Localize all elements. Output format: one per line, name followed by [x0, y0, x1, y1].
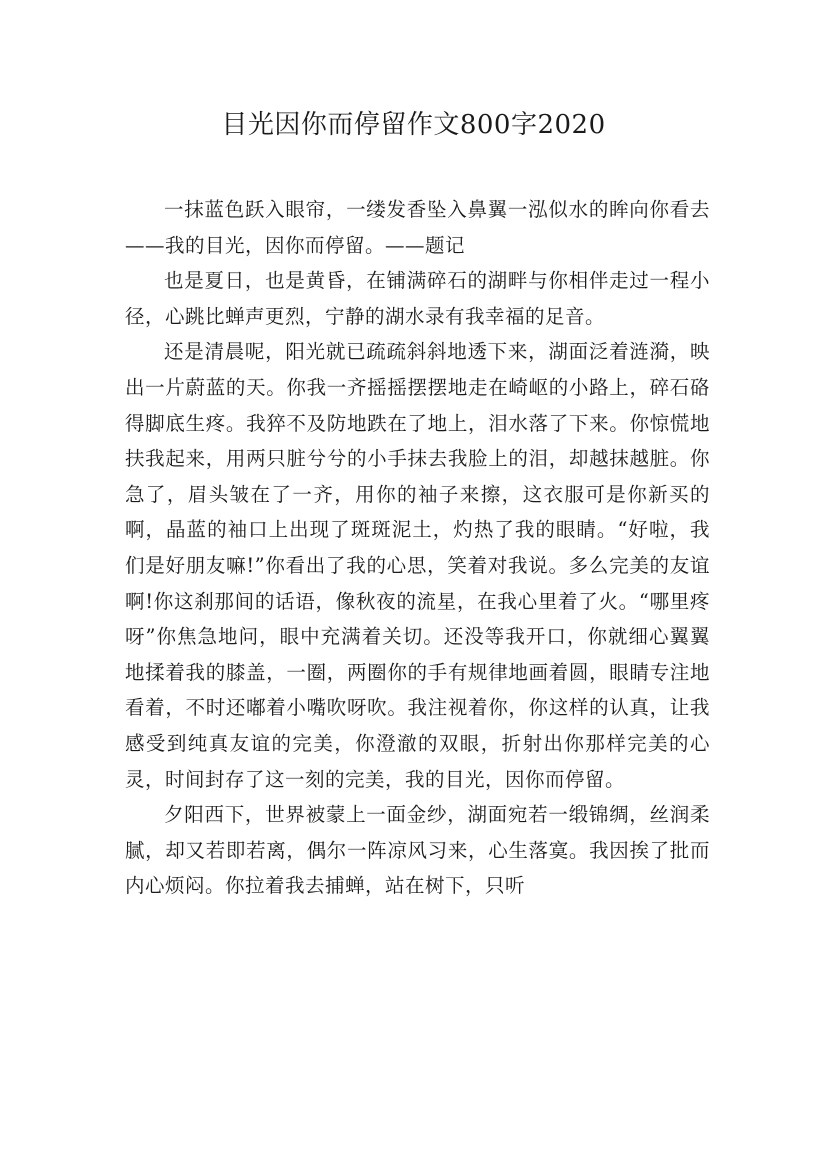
document-title: 目光因你而停留作文800字2020 [221, 110, 606, 140]
document-body [125, 192, 710, 904]
paragraph-sunset: 夕阳西下，世界被蒙上一面金纱，湖面宛若一缎锦绸，丝润柔腻，却又若即若离，偶尔一阵凉风习来，心生落寞。我因挨了批而内心烦闷。你拉着我去捕蝉，站在树下，只听 [125, 803, 710, 898]
paragraph-summer-dusk: 也是夏日，也是黄昏，在铺满碎石的湖畔与你相伴走过一程小径，心跳比蝉声更烈，宁静的湖水录有我幸福的足音。 [125, 269, 710, 328]
paragraph-morning-memory: 还是清晨呢，阳光就已疏疏斜斜地透下来，湖面泛着涟漪，映出一片蔚蓝的天。你我一齐摇摇摆摆地走在崎岖的小路上，碎石硌得脚底生疼。我猝不及防地跌在了地上，泪水落了下来。你惊慌地扶我起来，用两只脏兮兮的小手抹去我脸上的泪，却越抹越脏。你急了，眉头皱在了一齐，用你的袖子来擦，这衣服可是你新买的啊，晶蓝的袖口上出现了斑斑泥土，灼热了我的眼睛。“好啦，我们是好朋友嘛!”你看出了我的心思，笑着对我说。多么完美的友谊啊!你这刹那间的话语，像秋夜的流星，在我心里着了火。“哪里疼呀”你焦急地问，眼中充满着关切。还没等我开口，你就细心翼翼地揉着我的膝盖，一圈，两圈你的手有规律地画着圆，眼睛专注地看着，不时还嘟着小嘴吹呀吹。我注视着你，你这样的认真，让我感受到纯真友谊的完美，你澄澈的双眼，折射出你那样完美的心灵，时间封存了这一刻的完美，我的目光，因你而停留。 [125, 340, 710, 791]
paragraph-epigraph: 一抹蓝色跃入眼帘，一缕发香坠入鼻翼一泓似水的眸向你看去——我的目光，因你而停留。——题记 [125, 198, 710, 257]
